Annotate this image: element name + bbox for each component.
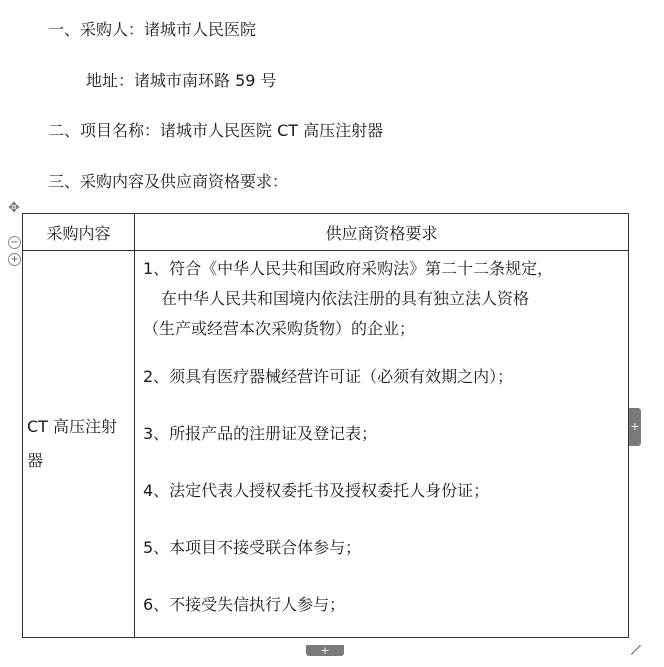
requirement-item-5 xyxy=(143,538,622,558)
table-row xyxy=(23,251,629,638)
procurement-content-heading: 三、采购内容及供应商资格要求： xyxy=(48,172,289,191)
requirement-item-4 xyxy=(143,481,622,501)
add-column-button[interactable]: + xyxy=(306,645,344,656)
requirement-1-line-3: （生产或经营本次采购货物）的企业； xyxy=(143,319,416,338)
table-header-row xyxy=(23,214,629,251)
requirements-cell[interactable] xyxy=(135,251,629,638)
requirement-item-1 xyxy=(143,259,622,341)
expand-icon[interactable]: + xyxy=(8,253,21,266)
header-procurement-content[interactable]: 采购内容 xyxy=(23,214,135,251)
requirement-1-line-1: 1、符合《中华人民共和国政府采购法》第二十二条规定， xyxy=(143,259,554,278)
project-name-line: 二、项目名称：诸城市人民医院 CT 高压注射器 xyxy=(48,121,384,140)
add-row-button[interactable]: + xyxy=(629,408,641,446)
address-line: 地址：诸城市南环路 59 号 xyxy=(86,71,277,90)
requirement-2-line-1: 2、须具有医疗器械经营许可证（必须有效期之内）； xyxy=(143,367,514,386)
requirement-4-line-1: 4、法定代表人授权委托书及授权委托人身份证； xyxy=(143,481,490,500)
header-supplier-requirements[interactable]: 供应商资格要求 xyxy=(135,214,629,251)
requirements-table xyxy=(22,213,629,638)
table-move-icon[interactable]: ✥ xyxy=(8,200,20,216)
table-resize-handle-icon[interactable] xyxy=(631,645,641,655)
collapse-icon[interactable]: − xyxy=(8,236,21,249)
requirement-item-3 xyxy=(143,424,622,444)
requirement-1-line-2: 在中华人民共和国境内依法注册的具有独立法人资格 xyxy=(161,289,530,308)
requirement-3-line-1: 3、所报产品的注册证及登记表； xyxy=(143,424,378,443)
requirement-item-6 xyxy=(143,595,622,615)
category-cell[interactable]: CT 高压注射器 xyxy=(23,251,135,638)
requirement-item-2 xyxy=(143,367,622,387)
requirement-5-line-1: 5、本项目不接受联合体参与； xyxy=(143,538,362,557)
purchaser-line: 一、采购人：诸城市人民医院 xyxy=(48,20,257,39)
requirement-6-line-1: 6、不接受失信执行人参与； xyxy=(143,595,346,614)
